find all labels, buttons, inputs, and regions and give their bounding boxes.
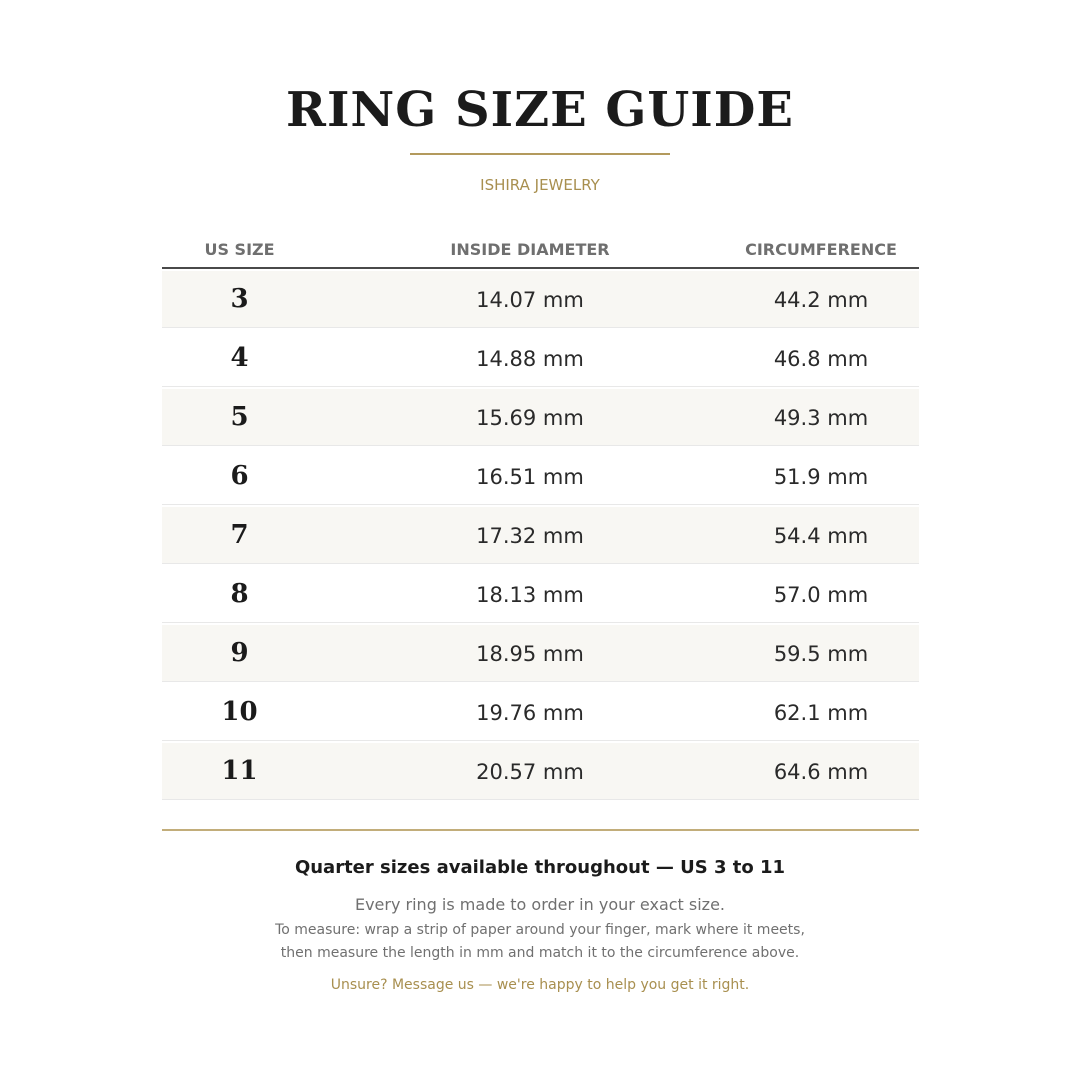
- help-message: Unsure? Message us — we're happy to help you get it right.: [330, 977, 750, 993]
- table-row: [162, 684, 919, 741]
- us-size-cell: 8: [230, 579, 249, 609]
- column-header-inside-diameter: INSIDE DIAMETER: [450, 240, 610, 259]
- circumference-cell: 54.4 mm: [773, 524, 869, 548]
- us-size-cell: 11: [221, 756, 258, 786]
- us-size-cell: 6: [230, 461, 249, 491]
- circumference-cell: 44.2 mm: [773, 288, 869, 312]
- brand-name: ISHIRA JEWELRY: [480, 176, 600, 194]
- table-row: [162, 625, 919, 682]
- diameter-cell: 15.69 mm: [476, 406, 584, 430]
- made-to-order-note: Every ring is made to order in your exact size.: [354, 895, 726, 914]
- us-size-cell: 5: [230, 402, 249, 432]
- measure-instruction-line-2: then measure the length in mm and match it to the circumference above.: [280, 945, 800, 961]
- diameter-cell: 14.07 mm: [476, 288, 584, 312]
- table-row: [162, 389, 919, 446]
- measure-instruction-line-1: To measure: wrap a strip of paper around your finger, mark where it meets,: [275, 922, 805, 938]
- table-row: [162, 743, 919, 800]
- us-size-cell: 3: [230, 284, 249, 314]
- circumference-cell: 46.8 mm: [773, 347, 869, 371]
- diameter-cell: 19.76 mm: [476, 701, 584, 725]
- circumference-cell: 64.6 mm: [773, 760, 869, 784]
- diameter-cell: 17.32 mm: [476, 524, 584, 548]
- table-row: [162, 448, 919, 505]
- circumference-cell: 51.9 mm: [773, 465, 869, 489]
- diameter-cell: 14.88 mm: [476, 347, 584, 371]
- circumference-cell: 62.1 mm: [773, 701, 869, 725]
- table-row: [162, 566, 919, 623]
- column-header-circumference: CIRCUMFERENCE: [745, 240, 897, 259]
- us-size-cell: 4: [230, 343, 249, 373]
- us-size-cell: 10: [221, 697, 258, 727]
- circumference-cell: 59.5 mm: [773, 642, 869, 666]
- table-row: [162, 507, 919, 564]
- diameter-cell: 20.57 mm: [476, 760, 584, 784]
- diameter-cell: 18.13 mm: [476, 583, 584, 607]
- table-row: [162, 271, 919, 328]
- diameter-cell: 18.95 mm: [476, 642, 584, 666]
- table-header: [162, 232, 919, 269]
- us-size-cell: 7: [230, 520, 249, 550]
- footer-divider: [162, 829, 919, 831]
- us-size-cell: 9: [230, 638, 249, 668]
- quarter-sizes-note: Quarter sizes available throughout — US 3 to 11: [294, 857, 786, 878]
- column-header-us-size: US SIZE: [204, 240, 275, 259]
- circumference-cell: 57.0 mm: [773, 583, 869, 607]
- table-row: [162, 330, 919, 387]
- title-divider: [410, 153, 670, 155]
- page-title: RING SIZE GUIDE: [286, 82, 794, 138]
- circumference-cell: 49.3 mm: [773, 406, 869, 430]
- size-table: [162, 232, 919, 800]
- diameter-cell: 16.51 mm: [476, 465, 584, 489]
